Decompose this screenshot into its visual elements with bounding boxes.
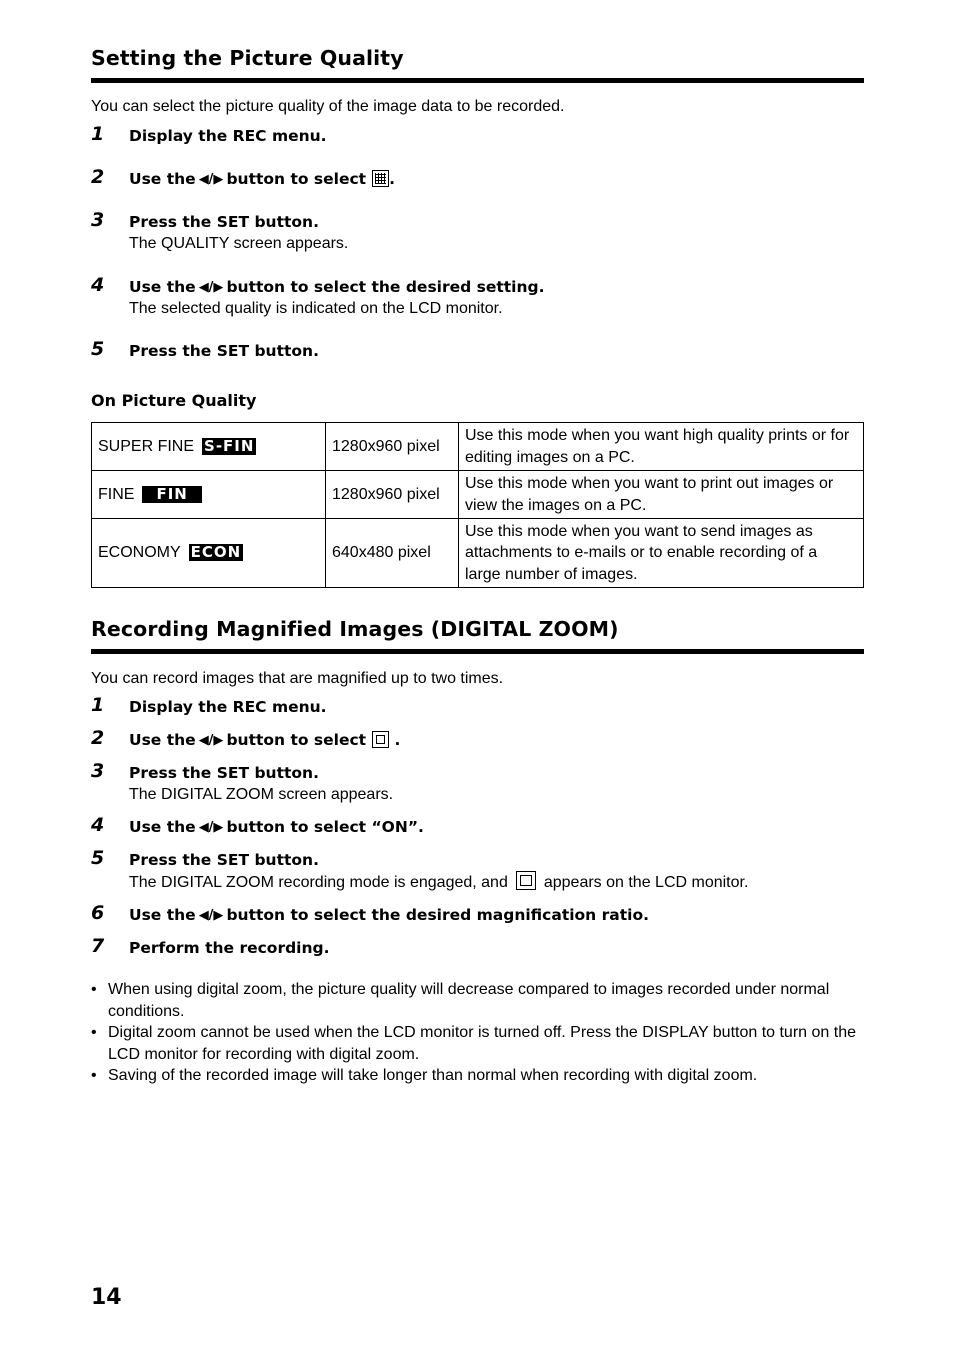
step-number: 1 <box>91 694 105 716</box>
step-title-post: button to select <box>226 170 367 188</box>
left-right-arrows-icon: ◀/▶ <box>198 280 224 295</box>
section-intro: You can record images that are magnified up to two times. <box>91 670 504 687</box>
step-title-pre: Use the <box>129 278 196 296</box>
step-number: 5 <box>91 847 105 869</box>
mode-cell <box>92 423 326 471</box>
step-number: 4 <box>91 274 105 296</box>
page-number: 14 <box>91 1285 122 1310</box>
step-number: 7 <box>91 935 105 957</box>
step-title-end: . <box>389 170 395 188</box>
step-number: 6 <box>91 902 105 924</box>
bullet-icon: • <box>91 1067 97 1084</box>
section-rule <box>91 78 864 83</box>
step-title: Press the SET button. <box>129 213 319 231</box>
step-title-post: button to select <box>226 731 367 749</box>
mode-cell <box>92 471 326 519</box>
step-description-post: appears on the LCD monitor. <box>543 874 749 891</box>
step-number: 4 <box>91 814 105 836</box>
resolution-cell: 640x480 pixel <box>326 519 459 588</box>
bullet-icon: • <box>91 1024 97 1041</box>
step-title-end: . <box>394 731 401 749</box>
left-right-arrows-icon: ◀/▶ <box>198 908 224 923</box>
section-title-picture-quality: Setting the Picture Quality <box>91 46 404 70</box>
quality-icon <box>372 170 389 187</box>
section-intro: You can select the picture quality of the image data to be recorded. <box>91 98 565 115</box>
description-cell: Use this mode when you want to send images as attachments to e-mails or to enable recording of a large number of images. <box>459 519 864 588</box>
note-text: Digital zoom cannot be used when the LCD monitor is turned off. Press the DISPLAY button to turn on the LCD monitor for recording with digital zoom. <box>108 1024 856 1063</box>
step-number: 5 <box>91 338 105 360</box>
fin-badge-icon: FIN <box>142 486 201 503</box>
mode-label: SUPER FINE <box>98 437 195 455</box>
step-title <box>129 817 424 838</box>
note-text: When using digital zoom, the picture quality will decrease compared to images recorded under normal conditions. <box>108 981 830 1020</box>
step-title-pre: Use the <box>129 818 196 836</box>
step-title-pre: Use the <box>129 731 196 749</box>
step-title-post: button to select the desired setting. <box>226 278 545 296</box>
step-number: 2 <box>91 727 105 749</box>
step-title-pre: Use the <box>129 906 196 924</box>
s-fin-badge-icon: S-FIN <box>204 436 255 455</box>
step-title: Perform the recording. <box>129 939 330 957</box>
description-cell: Use this mode when you want high quality prints or for editing images on a PC. <box>459 423 864 471</box>
step-number: 3 <box>91 209 105 231</box>
step-description: The selected quality is indicated on the LCD monitor. <box>129 300 503 317</box>
step-description: The QUALITY screen appears. <box>129 235 349 252</box>
resolution-cell: 1280x960 pixel <box>326 471 459 519</box>
econ-badge-icon: ECON <box>190 543 242 562</box>
step-title: Press the SET button. <box>129 342 319 360</box>
mode-label: FINE <box>98 485 135 503</box>
step-title: Press the SET button. <box>129 764 319 782</box>
step-title: Press the SET button. <box>129 851 319 869</box>
picture-quality-table <box>91 422 864 588</box>
section-rule <box>91 649 864 654</box>
step-title <box>129 277 545 298</box>
section-title-digital-zoom: Recording Magnified Images (DIGITAL ZOOM) <box>91 617 619 641</box>
digital-zoom-icon <box>372 731 389 748</box>
step-title <box>129 730 400 751</box>
step-title <box>129 169 395 190</box>
step-description: The DIGITAL ZOOM screen appears. <box>129 786 394 803</box>
step-number: 3 <box>91 760 105 782</box>
mode-label: ECONOMY <box>98 544 181 562</box>
list-item <box>91 979 864 1022</box>
step-description-pre: The DIGITAL ZOOM recording mode is engaged, and <box>129 874 508 891</box>
left-right-arrows-icon: ◀/▶ <box>198 820 224 835</box>
step-number: 2 <box>91 166 105 188</box>
subheading-on-picture-quality: On Picture Quality <box>91 391 257 410</box>
left-right-arrows-icon: ◀/▶ <box>198 172 224 187</box>
note-text: Saving of the recorded image will take longer than normal when recording with digital zoom. <box>108 1067 758 1084</box>
bullet-icon: • <box>91 981 97 998</box>
mode-cell <box>92 519 326 588</box>
notes-list <box>91 979 864 1087</box>
step-number: 1 <box>91 123 105 145</box>
step-title: Display the REC menu. <box>129 127 327 145</box>
table-row <box>92 423 864 471</box>
list-item <box>91 1022 864 1065</box>
table-row <box>92 471 864 519</box>
step-description <box>129 871 748 893</box>
digital-zoom-indicator-icon <box>516 871 536 890</box>
step-title-post: button to select “ON”. <box>226 818 424 836</box>
step-title <box>129 905 649 926</box>
left-right-arrows-icon: ◀/▶ <box>198 733 224 748</box>
table-row <box>92 519 864 588</box>
description-cell: Use this mode when you want to print out images or view the images on a PC. <box>459 471 864 519</box>
step-title-post: button to select the desired magnification ratio. <box>226 906 649 924</box>
step-title-pre: Use the <box>129 170 196 188</box>
resolution-cell: 1280x960 pixel <box>326 423 459 471</box>
step-title: Display the REC menu. <box>129 698 327 716</box>
list-item <box>91 1065 864 1087</box>
